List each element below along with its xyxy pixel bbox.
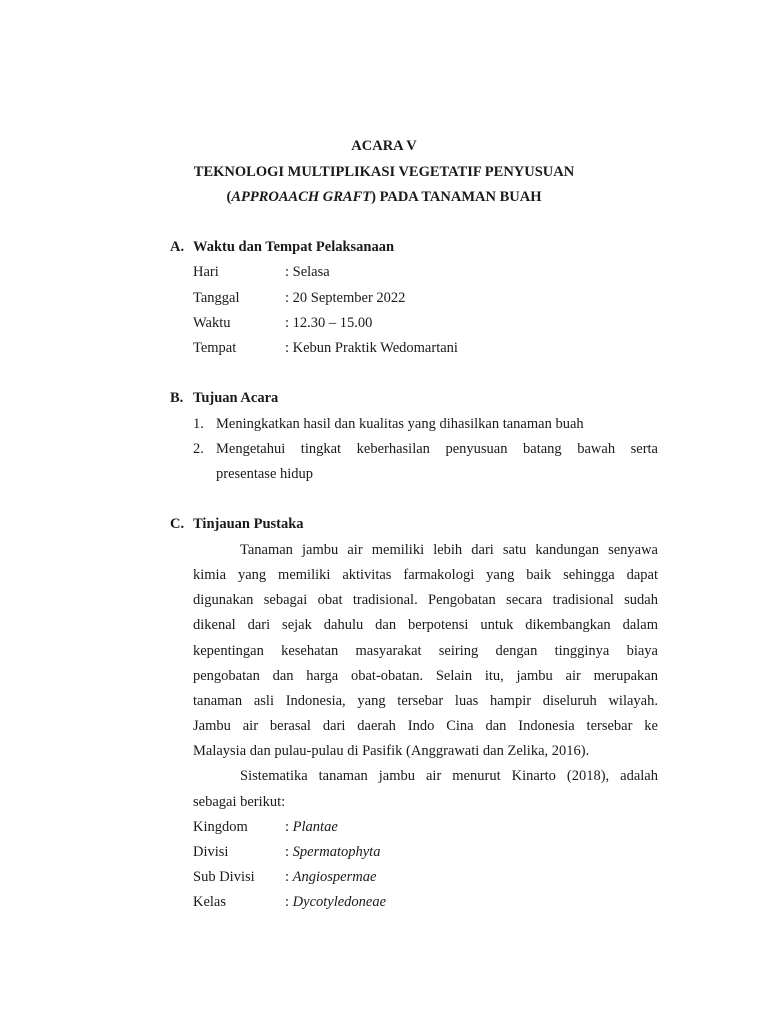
- objective-2-text-line1: Mengetahui tingkat keberhasilan penyusuan batang bawah serta: [216, 441, 658, 457]
- taxonomy-label-division: Divisi: [193, 844, 229, 860]
- objective-2-text-line2: presentase hidup: [216, 466, 314, 482]
- schedule-label-date: Tanggal: [193, 290, 240, 306]
- paragraph-2-line-1: Sistematika tanaman jambu air menurut Kinarto (2018), adalah: [240, 768, 658, 784]
- schedule-label-day: Hari: [193, 264, 219, 280]
- paragraph-1-line-9: Malaysia dan pulau-pulau di Pasifik (Anggrawati dan Zelika, 2016).: [193, 743, 590, 759]
- title-paren-open: (: [226, 189, 232, 205]
- taxonomy-label-class: Kelas: [193, 894, 227, 910]
- schedule-label-place: Tempat: [193, 340, 237, 356]
- chapter-title: ACARA V: [351, 138, 417, 154]
- paragraph-2-line-2: sebagai berikut:: [193, 794, 286, 810]
- taxonomy-value-class: : Dycotyledoneae: [285, 894, 387, 910]
- schedule-value-time: : 12.30 – 15.00: [285, 315, 373, 331]
- taxonomy-label-kingdom: Kingdom: [193, 819, 248, 835]
- paragraph-1-line-5: kepentingan kesehatan masyarakat seiring dengan tingginya biaya: [193, 643, 658, 659]
- schedule-value-day: : Selasa: [285, 264, 330, 280]
- taxonomy-value-division: : Spermatophyta: [285, 844, 381, 860]
- section-a-title: Waktu dan Tempat Pelaksanaan: [193, 239, 395, 255]
- paragraph-1-line-6: pengobatan dan harga obat-obatan. Selain itu, jambu air merupakan: [193, 668, 658, 684]
- paragraph-1-line-2: kimia yang memiliki aktivitas farmakologi yang baik sehingga dapat: [193, 567, 658, 583]
- schedule-value-date: : 20 September 2022: [285, 290, 406, 306]
- paragraph-1-line-7: tanaman asli Indonesia, yang tersebar luas hampir diseluruh wilayah.: [193, 693, 658, 709]
- objective-1-text: Meningkatkan hasil dan kualitas yang dihasilkan tanaman buah: [216, 416, 584, 432]
- taxonomy-label-subdivision: Sub Divisi: [193, 869, 255, 885]
- schedule-label-time: Waktu: [193, 315, 231, 331]
- taxonomy-value-kingdom: : Plantae: [285, 819, 338, 835]
- section-b-letter: B.: [170, 390, 184, 406]
- section-b-title: Tujuan Acara: [193, 390, 279, 406]
- paragraph-1-line-3: digunakan sebagai obat tradisional. Pengobatan secara tradisional sudah: [193, 592, 658, 608]
- schedule-value-place: : Kebun Praktik Wedomartani: [285, 340, 458, 356]
- paragraph-1-line-1: Tanaman jambu air memiliki lebih dari satu kandungan senyawa: [240, 542, 658, 558]
- section-c-title: Tinjauan Pustaka: [193, 516, 304, 532]
- taxonomy-value-subdivision: : Angiospermae: [285, 869, 377, 885]
- section-a-letter: A.: [170, 239, 185, 255]
- title-rest: ) PADA TANAMAN BUAH: [371, 189, 542, 205]
- objective-1-number: 1.: [193, 416, 204, 432]
- paragraph-1-line-8: Jambu air berasal dari daerah Indo Cina dan Indonesia tersebar ke: [193, 718, 658, 734]
- title-italic-term: APPROAACH GRAFT: [231, 189, 372, 205]
- document-title-line2: [0, 189, 768, 206]
- document-title-line1: TEKNOLOGI MULTIPLIKASI VEGETATIF PENYUSUAN: [193, 164, 575, 180]
- objective-2-number: 2.: [193, 441, 204, 457]
- paragraph-1-line-4: dikenal dari sejak dahulu dan berpotensi untuk dikembangkan dalam: [193, 617, 658, 633]
- section-c-letter: C.: [170, 516, 185, 532]
